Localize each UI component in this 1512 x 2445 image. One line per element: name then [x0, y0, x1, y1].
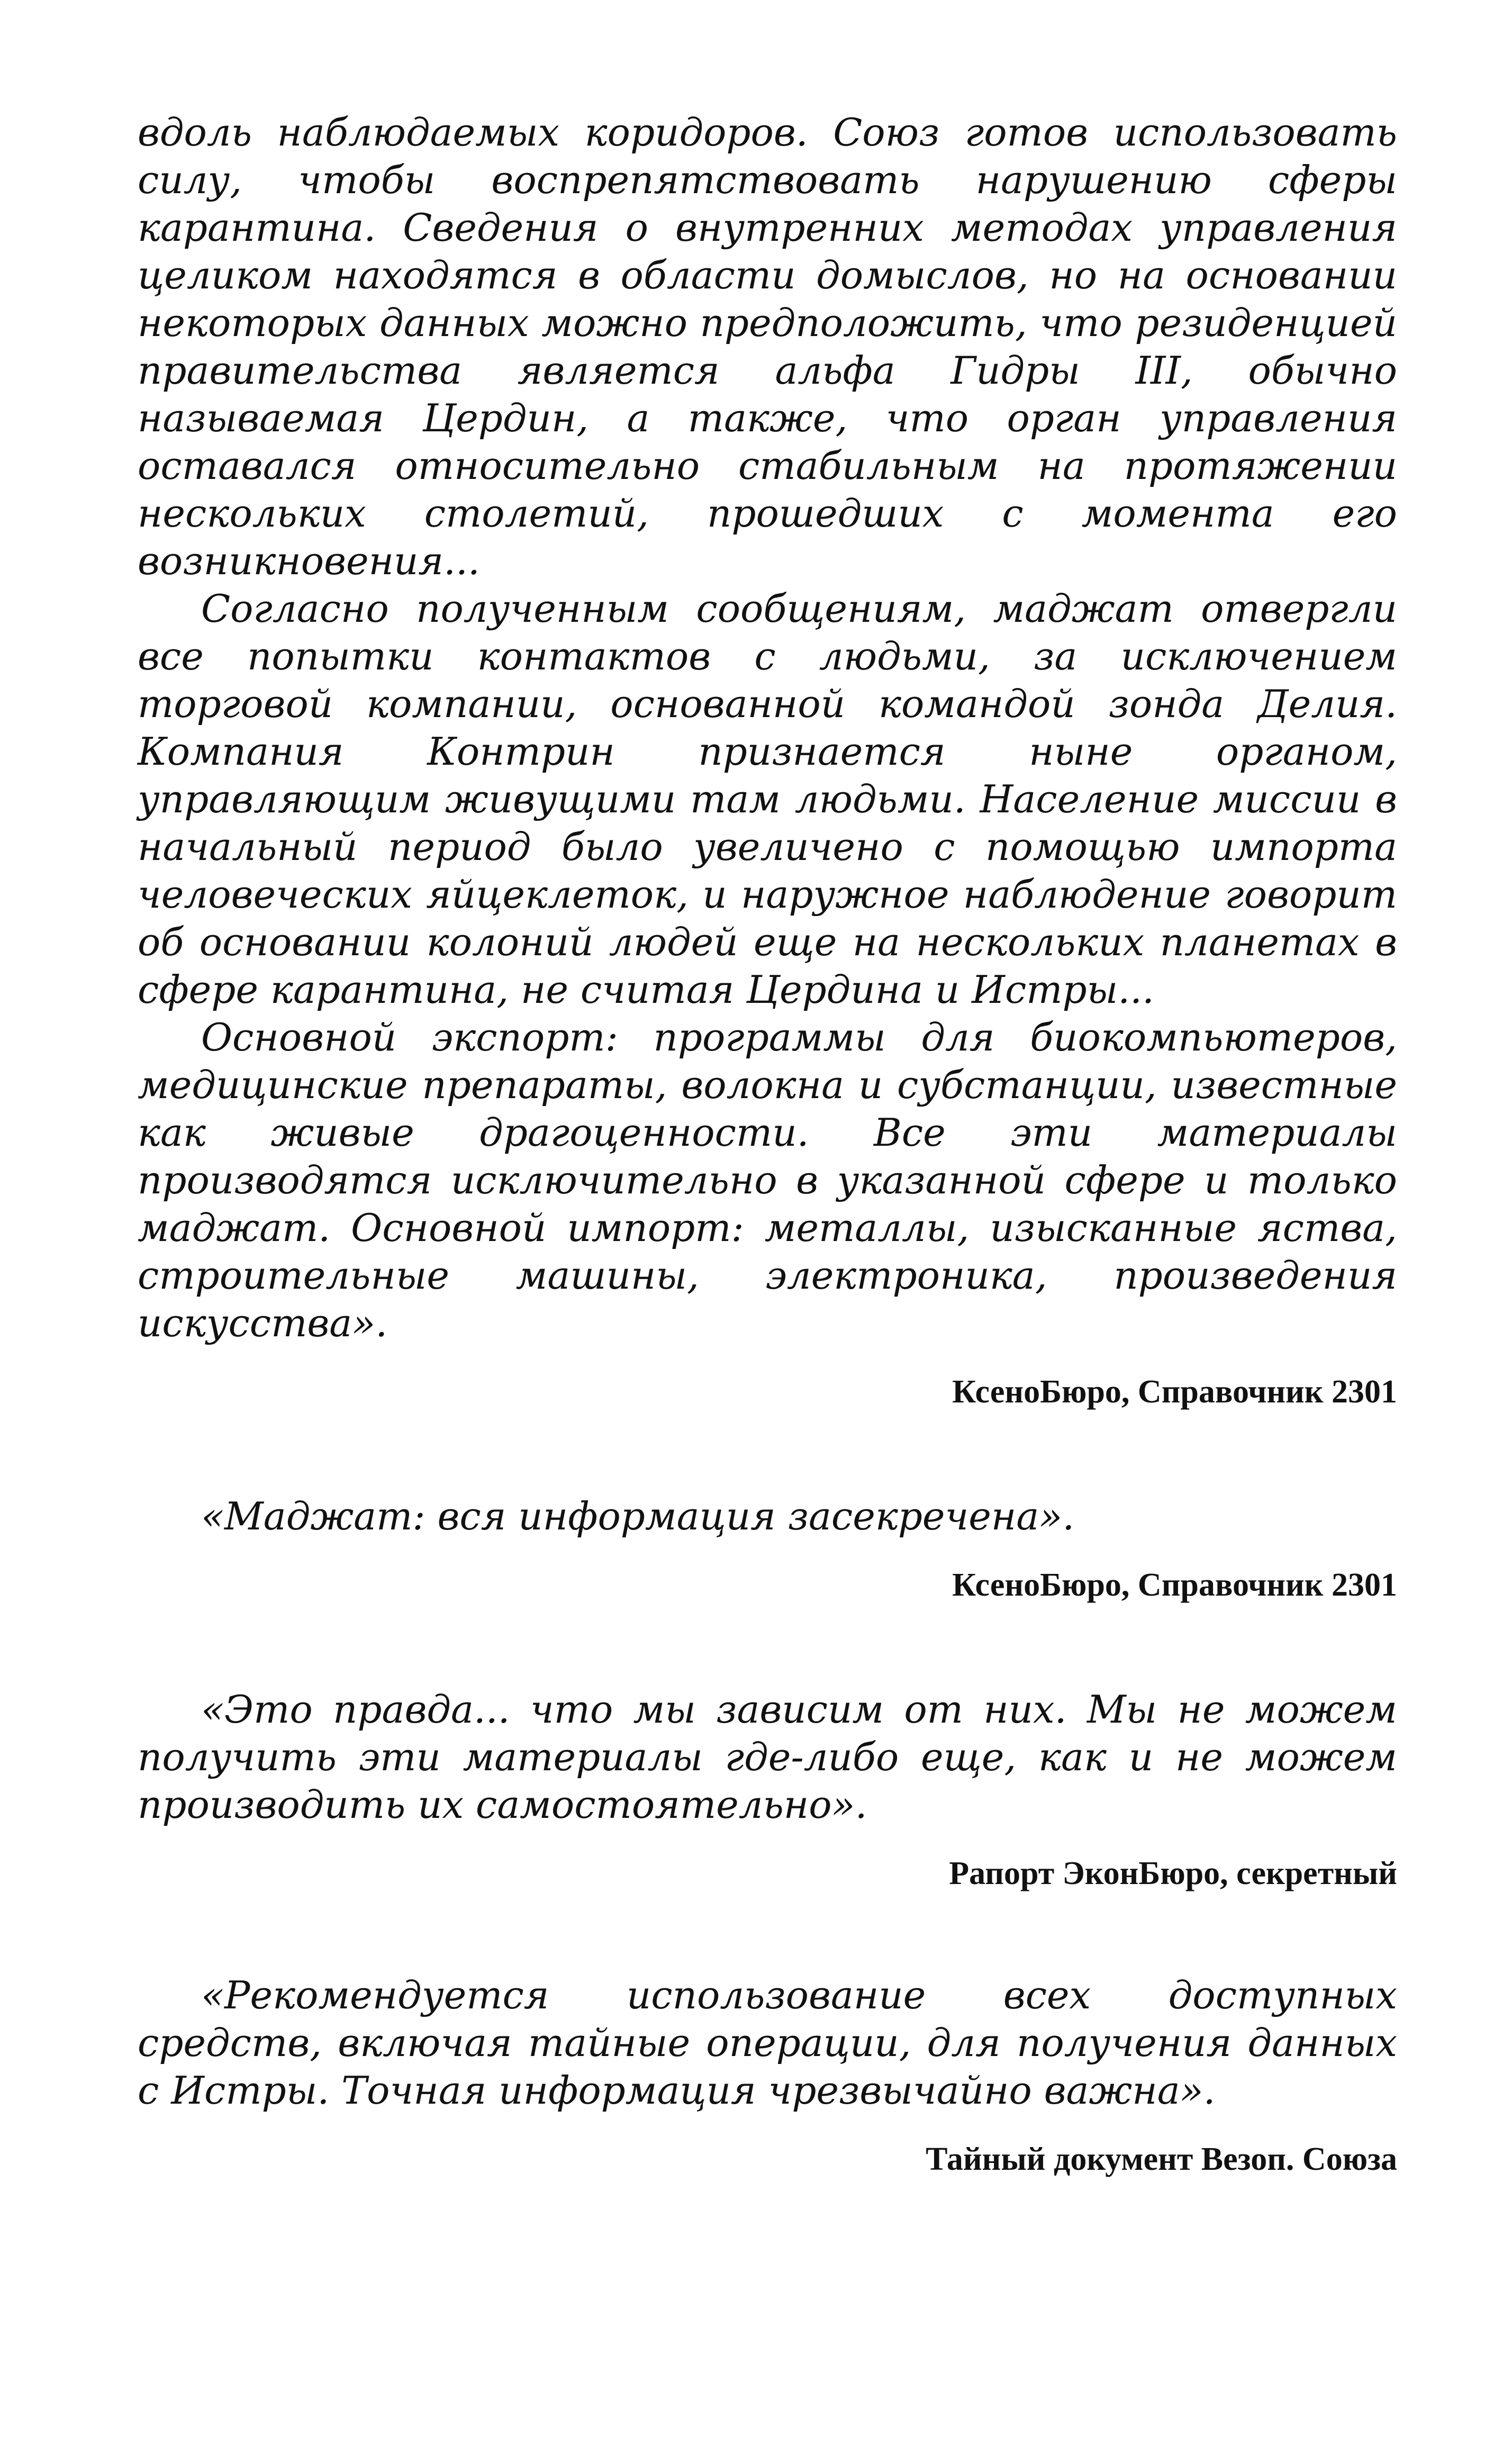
paragraph-2: Согласно полученным сообщениям, маджат отвергли все попытки контактов с людьми, за исключением торговой компании, основанной командой зонда Делия. Компания Контрин признается ныне органом, управляющим живущими там людьми. Население миссии в начальный период было увеличено с помощью импорта человеческих яйцеклеток, и наружное наблюдение говорит об основании колоний людей еще на нескольких планетах в сфере карантина, не считая Цердина и Истры...: [138, 586, 1397, 1012]
paragraph-1: вдоль наблюдаемых коридоров. Союз готов использовать силу, чтобы воспрепятствовать нарушению сферы карантина. Сведения о внутренних методах управления целиком находятся в области домыслов, но на основании некоторых данных можно предположить, что резиденцией правительства является альфа Гидры III, обычно называемая Цердин, а также, что орган управления оставался относительно стабильным на протяжении нескольких столетий, прошедших с момента его возникновения...: [138, 110, 1397, 583]
quote-3: «Рекомендуется использование всех доступных средств, включая тайные операции, для получения данных с Истры. Точная информация чрезвычайно важна».: [138, 1973, 1397, 2113]
paragraph-3: Основной экспорт: программы для биокомпьютеров, медицинские препараты, волокна и субстанции, известные как живые драгоценности. Все эти материалы производятся исключительно в указанной сфере и только маджат. Основной импорт: металлы, изысканные яства, строительные машины, электроника, произведения искусства».: [138, 1015, 1397, 1345]
main-text: [138, 108, 1397, 1347]
attribution-4: Тайный документ Везоп. Союза: [926, 2141, 1397, 2177]
quote-1: «Маджат: вся информация засекречена».: [201, 1494, 1075, 1538]
attribution-1: КсеноБюро, Справочник 2301: [952, 1374, 1397, 1410]
book-page: [138, 108, 1397, 2180]
attribution-2: КсеноБюро, Справочник 2301: [952, 1567, 1397, 1603]
quote-2: «Это правда... что мы зависим от них. Мы не можем получить эти материалы где-либо еще, как и не можем производить их самостоятельно».: [138, 1687, 1397, 1827]
attribution-3: Рапорт ЭконБюро, секретный: [949, 1855, 1397, 1891]
